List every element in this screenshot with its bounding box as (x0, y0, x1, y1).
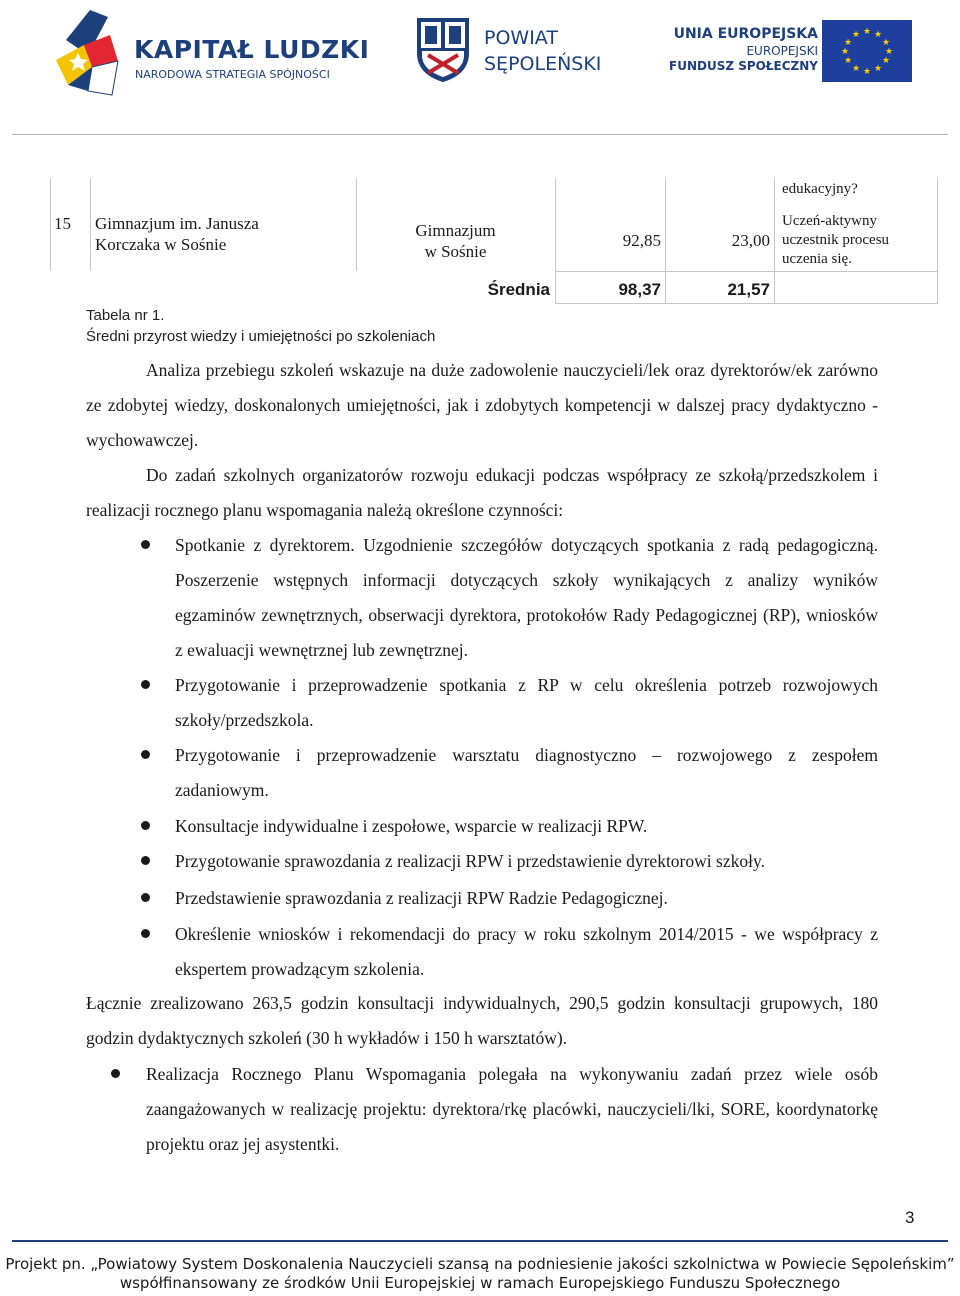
summary-label: Średnia (487, 280, 550, 299)
unit-name-line2: w Sośnie (424, 242, 487, 261)
svg-text:★: ★ (884, 47, 894, 57)
footer-line1: Projekt pn. „Powiatowy System Doskonalenia Nauczycieli szansą na podniesienie jakości szkolnictwa w Powiecie Sępoleńskim” (5, 1255, 955, 1273)
eu-flag-icon (822, 20, 912, 82)
note-top: edukacyjny? (782, 181, 858, 197)
footer-divider (12, 1240, 948, 1242)
bullet-dot (111, 1069, 120, 1078)
list-item: Realizacja Rocznego Planu Wspomagania polegała na wykonywaniu zadań przez wiele osób zaangażowanych w realizację projektu: dyrektora/rkę placówki, nauczycieli/lki, SORE, koordynatorkę projektu oraz jej asystentki. (146, 1064, 878, 1154)
bullet-dot (141, 856, 150, 865)
table-border (555, 271, 938, 272)
list-item: Przedstawienie sprawozdania z realizacji RPW Radzie Pedagogicznej. (175, 888, 668, 908)
table-border (774, 178, 775, 304)
svg-text:★: ★ (881, 38, 891, 48)
bullet-dot (141, 540, 150, 549)
school-name-line1: Gimnazjum im. Janusza (95, 214, 259, 233)
kapital-ludzki-subtitle: NARODOWA STRATEGIA SPÓJNOŚCI (135, 68, 330, 81)
bullet-dot (141, 821, 150, 830)
footer-line2: współfinansowany ze środków Unii Europejskiej w ramach Europejskiego Funduszu Społecznego (119, 1274, 841, 1292)
svg-text:★: ★ (851, 30, 861, 40)
bullet-dot (141, 680, 150, 689)
school-name-line2: Korczaka w Sośnie (95, 235, 227, 254)
bullet-dot (141, 929, 150, 938)
unit-name-line1: Gimnazjum (415, 221, 496, 240)
results-table (50, 178, 938, 304)
svg-text:★: ★ (851, 64, 861, 74)
eu-line2: EUROPEJSKI (746, 44, 818, 58)
summary-value-2: 21,57 (727, 280, 770, 299)
row-number: 15 (54, 214, 71, 233)
kapital-ludzki-logo (48, 5, 370, 100)
bullet-dot (141, 750, 150, 759)
eu-line1: UNIA EUROPEJSKA (673, 26, 818, 42)
svg-text:★: ★ (873, 64, 883, 74)
paragraph-analysis: Analiza przebiegu szkoleń wskazuje na duże zadowolenie nauczycieli/lek oraz dyrektorów/ek zarówno ze zdobytej wiedzy, doskonalonych umiejętności, jak i zdobytych kompetencji w dalszej pracy dydaktyczno - wychowawczej. (86, 360, 878, 450)
table-border (555, 303, 938, 304)
list-item: Przygotowanie sprawozdania z realizacji RPW i przedstawienie dyrektorowi szkoły. (175, 851, 765, 871)
list-item: Konsultacje indywidualne i zespołowe, wsparcie w realizacji RPW. (175, 816, 648, 836)
page-number: 3 (905, 1208, 915, 1227)
list-item: Określenie wniosków i rekomendacji do pracy w roku szkolnym 2014/2015 - we współpracy z ekspertem prowadzącym szkolenia. (175, 924, 878, 979)
table-border (50, 178, 51, 271)
note-text (782, 212, 889, 269)
table-border (937, 178, 938, 304)
coat-of-arms-icon (416, 17, 470, 83)
svg-text:★: ★ (840, 47, 850, 57)
svg-text:★: ★ (843, 38, 853, 48)
school-name (95, 213, 259, 255)
powiat-line1: POWIAT (484, 27, 558, 49)
list-item: Przygotowanie i przeprowadzenie spotkania z RP w celu określenia potrzeb rozwojowych szkoły/przedszkola. (175, 675, 878, 730)
note-line3: uczenia się. (782, 251, 852, 267)
table-caption-number: Tabela nr 1. (86, 307, 165, 324)
value-2: 23,00 (731, 231, 770, 250)
paragraph-tasks: Do zadań szkolnych organizatorów rozwoju edukacji podczas współpracy ze szkołą/przedszkolem i realizacji rocznego planu wspomagania należą określone czynności: (86, 465, 878, 520)
note-line2: uczestnik procesu (782, 232, 890, 248)
powiat-line2: SĘPOLEŃSKI (484, 53, 602, 75)
header-divider (12, 134, 948, 135)
svg-text:★: ★ (862, 27, 872, 37)
eu-logo (669, 18, 916, 88)
list-item: Przygotowanie i przeprowadzenie warsztatu diagnostyczno – rozwojowego z zespołem zadaniowym. (175, 745, 878, 800)
unit-name (356, 220, 555, 262)
svg-text:★: ★ (881, 56, 891, 66)
svg-text:★: ★ (843, 56, 853, 66)
table-caption-title: Średni przyrost wiedzy i umiejętności po szkoleniach (86, 328, 436, 345)
table-border (90, 178, 91, 271)
list-item: Spotkanie z dyrektorem. Uzgodnienie szczegółów dotyczących spotkania z radą pedagogiczną. Poszerzenie wstępnych informacji dotyczących szkoły wynikających z analizy wyników egzaminów zewnętrznych, obserwacji dyrektora, protokołów Rady Pedagogicznej (RP), wniosków z ewaluacji wewnętrznej lub zewnętrznej. (175, 535, 878, 660)
note-line1: Uczeń-aktywny (782, 213, 877, 229)
powiat-sepolenski-logo (416, 17, 602, 87)
svg-text:★: ★ (862, 67, 872, 77)
svg-text:★: ★ (873, 30, 883, 40)
bullet-dot (141, 893, 150, 902)
kapital-ludzki-title: KAPITAŁ LUDZKI (134, 35, 370, 64)
summary-value-1: 98,37 (618, 280, 661, 299)
eu-line3: FUNDUSZ SPOŁECZNY (669, 59, 818, 73)
paragraph-summary: Łącznie zrealizowano 263,5 godzin konsultacji indywidualnych, 290,5 godzin konsultacji grupowych, 180 godzin dydaktycznych szkoleń (30 h wykładów i 150 h warsztatów). (86, 993, 878, 1048)
kapital-ludzki-emblem-icon (48, 5, 134, 100)
value-1: 92,85 (622, 231, 661, 250)
